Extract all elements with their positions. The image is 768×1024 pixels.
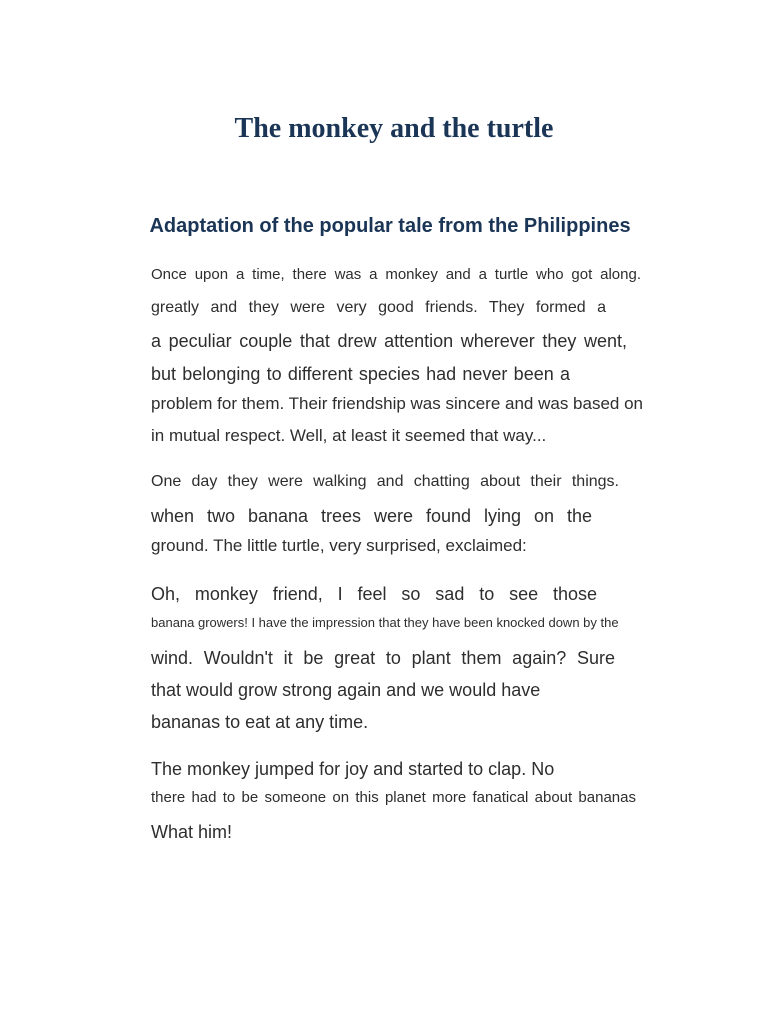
- text-line: but belonging to different species had never been a: [151, 364, 570, 384]
- text-line: there had to be someone on this planet more fanatical about bananas: [151, 789, 636, 806]
- text-line: in mutual respect. Well, at least it seemed that way...: [151, 426, 547, 445]
- text-line: What him!: [151, 822, 233, 842]
- text-line: banana growers! I have the impression that they have been knocked down by the: [151, 615, 619, 630]
- text-line: that would grow strong again and we would have: [151, 680, 541, 700]
- text-line: a peculiar couple that drew attention wherever they went,: [151, 331, 627, 351]
- document-subtitle: Adaptation of the popular tale from the Philippines: [149, 215, 631, 237]
- document-title: The monkey and the turtle: [234, 113, 554, 144]
- text-line: Oh, monkey friend, I feel so sad to see those: [151, 584, 597, 604]
- text-line: One day they were walking and chatting about their things.: [151, 473, 619, 490]
- text-line: ground. The little turtle, very surprised, exclaimed:: [151, 536, 527, 555]
- text-line: Once upon a time, there was a monkey and a turtle who got along.: [151, 266, 641, 283]
- text-line: greatly and they were very good friends. They formed a: [151, 299, 606, 316]
- text-line: problem for them. Their friendship was sincere and was based on: [151, 394, 643, 413]
- text-line: bananas to eat at any time.: [151, 712, 369, 732]
- text-line: wind. Wouldn't it be great to plant them again? Sure: [151, 648, 615, 668]
- text-line: The monkey jumped for joy and started to clap. No: [151, 759, 555, 779]
- text-line: when two banana trees were found lying on the: [151, 506, 592, 526]
